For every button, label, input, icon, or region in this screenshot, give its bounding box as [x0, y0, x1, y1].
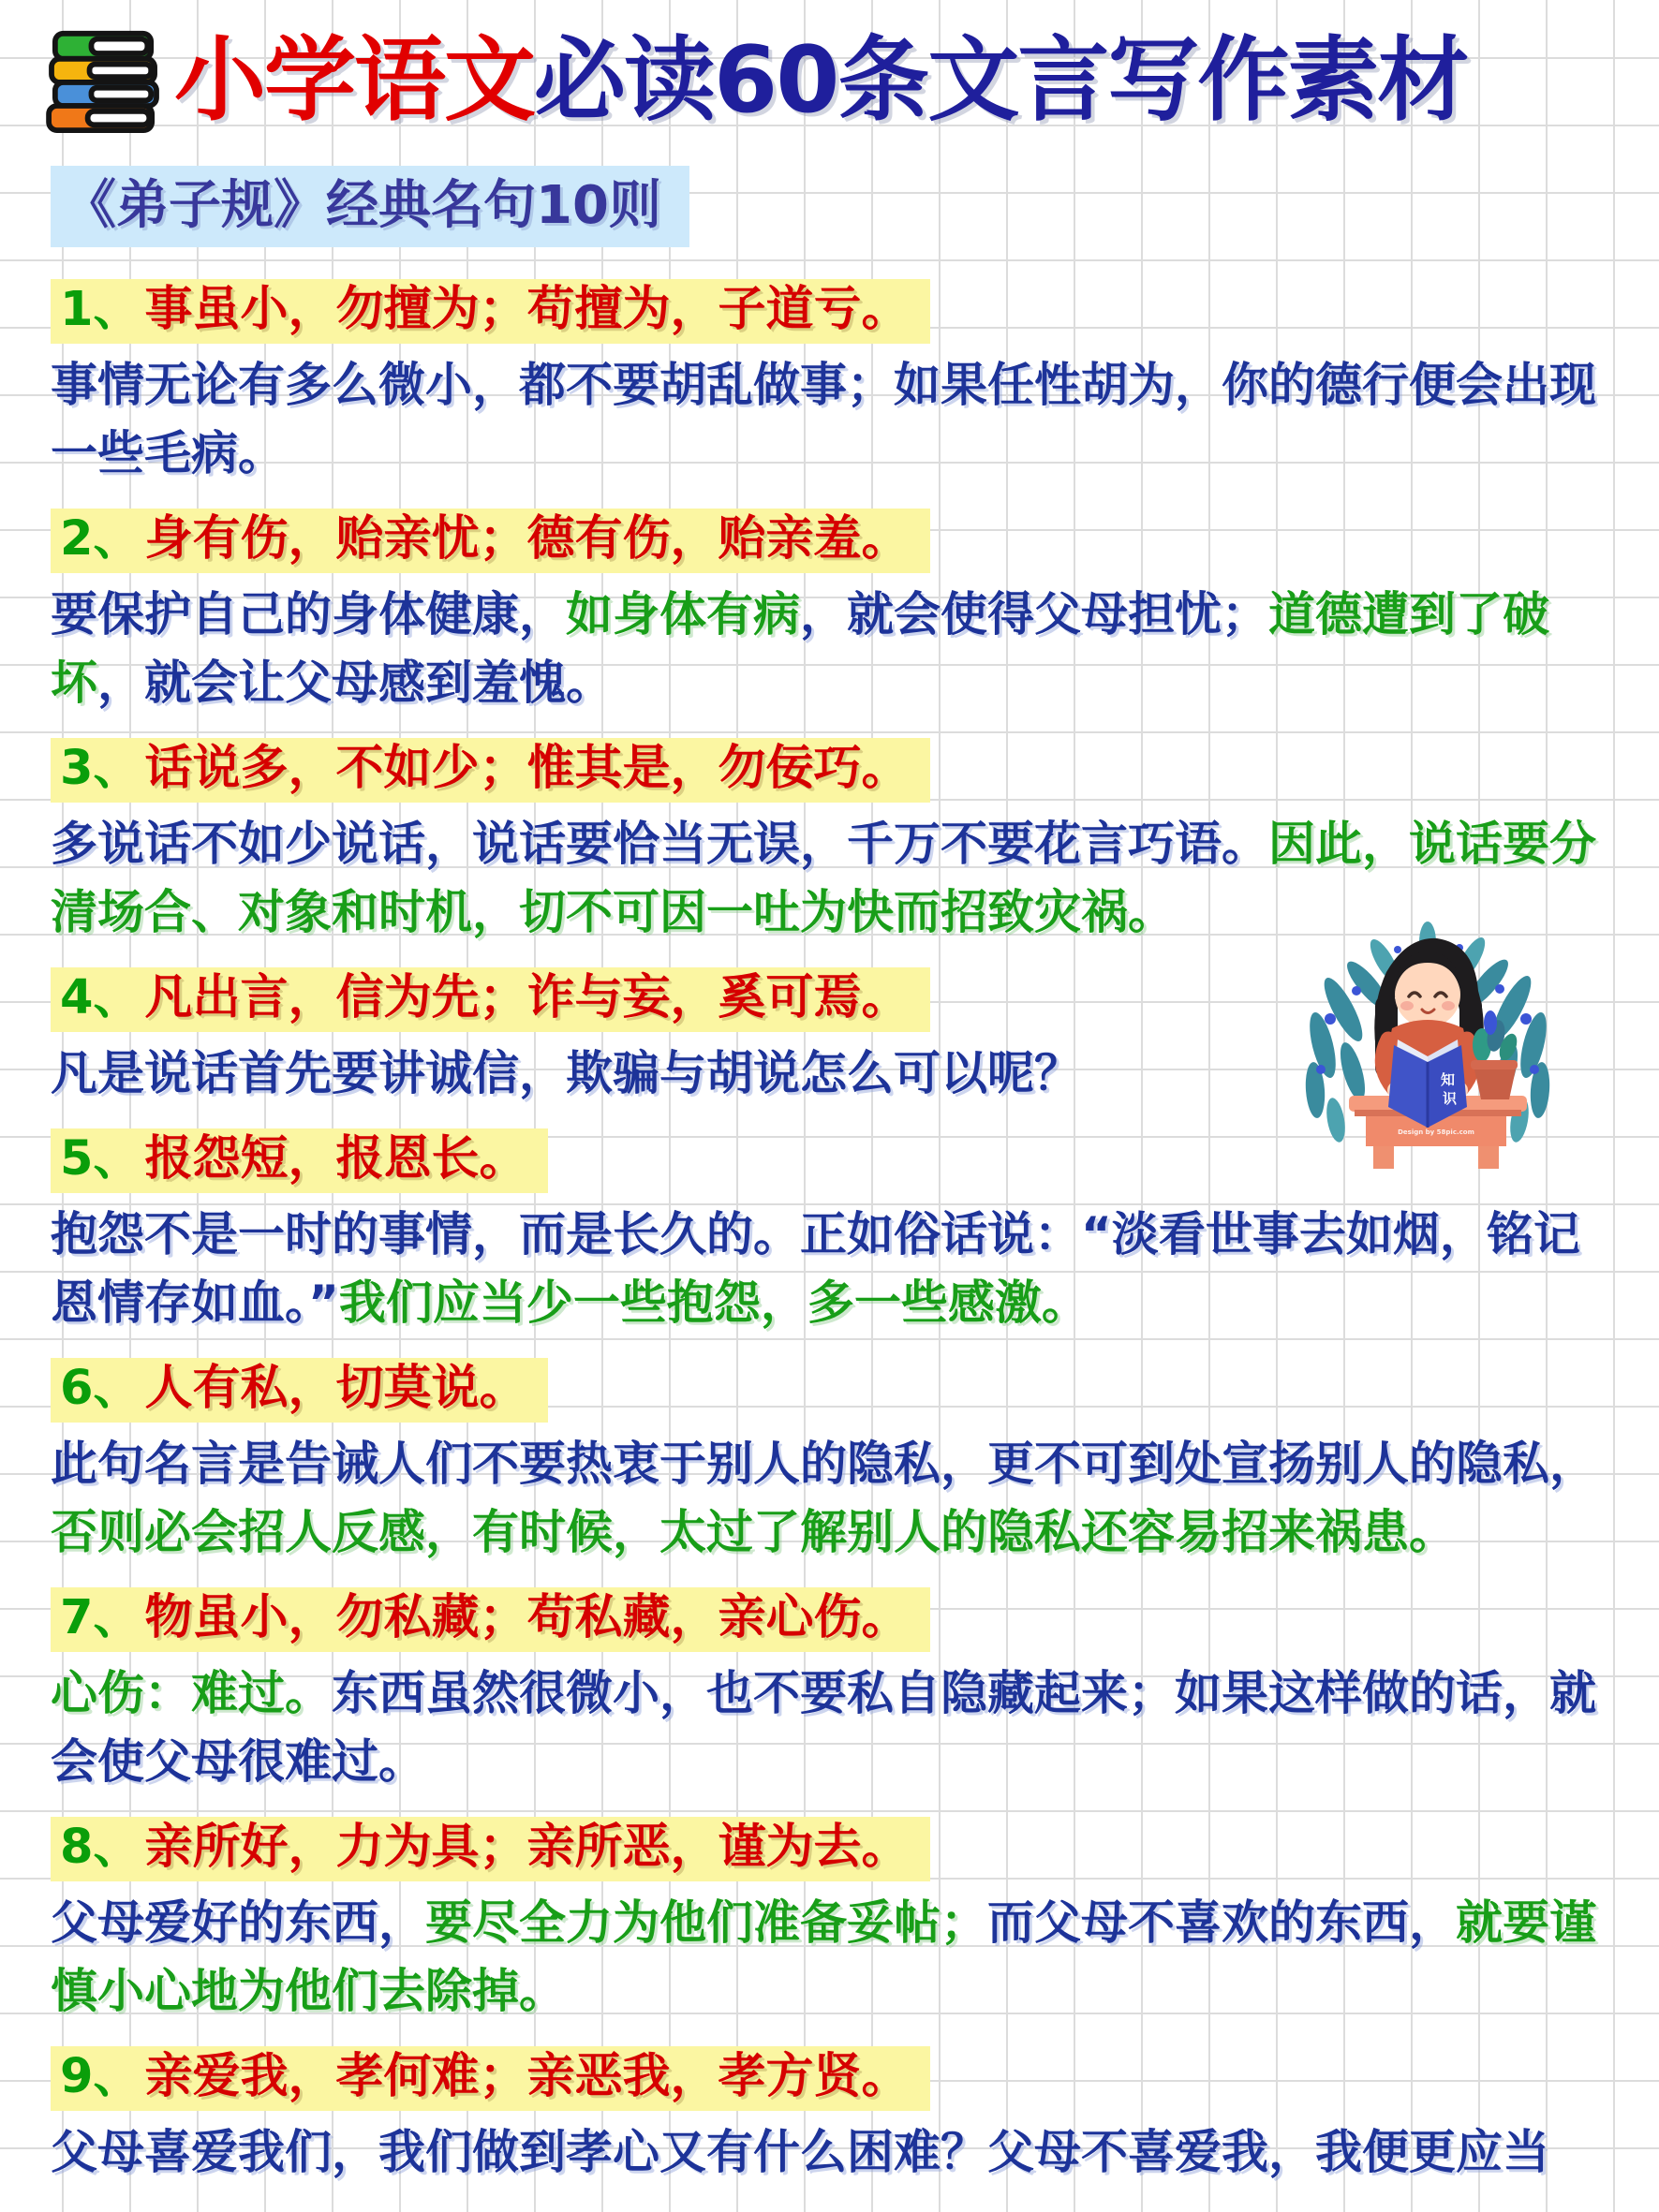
text-segment-green: 因此，说话要分清场合、对象和时机，切不可因一吐为快而招致灾祸。	[51, 817, 1596, 940]
item-head-highlight	[51, 2046, 930, 2111]
item-head-highlight	[51, 1128, 548, 1193]
item-number: 8、	[60, 1820, 141, 1876]
item-head-highlight	[51, 1358, 548, 1423]
text-segment-green: 我们应当少一些抱怨，多一些感激。	[338, 1276, 1089, 1331]
items-list	[51, 279, 1607, 2187]
item-number: 2、	[60, 511, 141, 568]
item	[51, 1587, 1607, 1796]
item-quote: 亲爱我，孝何难；亲恶我，孝方贤。	[144, 2049, 910, 2105]
item-quote: 人有私，切莫说。	[144, 1361, 527, 1417]
book-label-char-2: 识	[1443, 1090, 1458, 1107]
text-segment-green: 否则必会招人反感，有时候，太过了解别人的隐私还容易招来祸患。	[51, 1505, 1456, 1560]
text-segment-green: 要尽全力为他们准备妥帖；	[425, 1895, 987, 1951]
item-quote: 凡出言，信为先；诈与妄，奚可焉。	[144, 970, 910, 1026]
item-number: 1、	[60, 282, 141, 338]
text-segment-blue: ，就会使得父母担忧；	[800, 587, 1268, 642]
item-head-highlight	[51, 738, 930, 803]
text-segment-green: 就要谨慎小心地为他们去除掉。	[51, 1895, 1596, 2019]
item	[51, 2046, 1607, 2187]
section-subtitle: 《弟子规》经典名句10则	[51, 166, 689, 248]
item-number: 3、	[60, 741, 141, 797]
text-segment-blue: 凡是说话首先要讲诚信，欺骗与胡说怎么可以呢？	[51, 1046, 1081, 1101]
title-part-blue: 必读60条文言写作素材	[534, 27, 1468, 134]
text-segment-blue: 要保护自己的身体健康，	[51, 587, 566, 642]
page-header	[0, 0, 1659, 134]
item-number: 7、	[60, 1590, 141, 1646]
item-head-highlight	[51, 1817, 930, 1881]
item	[51, 1817, 1607, 2026]
item-number: 4、	[60, 970, 141, 1026]
item	[51, 1358, 1607, 1567]
text-segment-blue: 而父母不喜欢的东西，	[987, 1895, 1456, 1951]
item-explanation	[51, 1201, 1607, 1337]
item-quote: 亲所好，力为具；亲所恶，谨为去。	[144, 1820, 910, 1876]
title-part-red: 小学语文	[174, 27, 535, 134]
reading-girl-illustration	[1295, 905, 1562, 1176]
text-segment-blue: ，就会让父母感到羞愧。	[97, 656, 613, 711]
text-segment-blue: 多说话不如少说话，说话要恰当无误，千万不要花言巧语。	[51, 817, 1268, 872]
item-quote: 报怨短，报恩长。	[144, 1131, 527, 1187]
item	[51, 509, 1607, 717]
item-quote: 身有伤，贻亲忧；德有伤，贻亲羞。	[144, 511, 910, 568]
text-segment-green: 如身体有病	[566, 587, 800, 642]
item-explanation	[51, 1430, 1607, 1567]
item-explanation	[51, 581, 1607, 717]
text-segment-blue: 父母爱好的东西，	[51, 1895, 425, 1951]
item-quote: 物虽小，勿私藏；苟私藏，亲心伤。	[144, 1590, 910, 1646]
text-segment-green: 心伤：难过。	[51, 1666, 332, 1721]
item-number: 5、	[60, 1131, 141, 1187]
item-explanation	[51, 1889, 1607, 2026]
text-segment-green: 道德遭到了破坏	[51, 587, 1549, 711]
item-head-highlight	[51, 279, 930, 344]
item-explanation	[51, 2118, 1607, 2187]
item-explanation	[51, 351, 1607, 488]
item-head-highlight	[51, 967, 930, 1032]
item-explanation	[51, 1659, 1607, 1796]
item-quote: 事虽小，勿擅为；苟擅为，子道亏。	[144, 282, 910, 338]
item-number: 9、	[60, 2049, 141, 2105]
item-head-highlight	[51, 1587, 930, 1652]
page-title	[174, 28, 1467, 134]
text-segment-blue: 事情无论有多么微小，都不要胡乱做事；如果任性胡为，你的德行便会出现一些毛病。	[51, 358, 1596, 481]
text-segment-blue: 东西虽然很微小，也不要私自隐藏起来；如果这样做的话，就会使父母很难过。	[51, 1666, 1596, 1790]
text-segment-blue: 父母喜爱我们，我们做到孝心又有什么困难？父母不喜爱我，我便更应当	[51, 2125, 1549, 2180]
book-label-char-1: 知	[1441, 1071, 1456, 1088]
books-stack-icon	[43, 28, 165, 133]
watermark: Design by 58pic.com	[1398, 1128, 1474, 1136]
text-segment-blue: 此句名言是告诫人们不要热衷于别人的隐私，更不可到处宣扬别人的隐私，	[51, 1437, 1596, 1492]
item-quote: 话说多，不如少；惟其是，勿佞巧。	[144, 741, 910, 797]
text-segment-blue: 抱怨不是一时的事情，而是长久的。正如俗话说：“淡看世事去如烟，铭记恩情存如血。”	[51, 1207, 1580, 1331]
item	[51, 279, 1607, 488]
item-head-highlight	[51, 509, 930, 573]
item-number: 6、	[60, 1361, 141, 1417]
